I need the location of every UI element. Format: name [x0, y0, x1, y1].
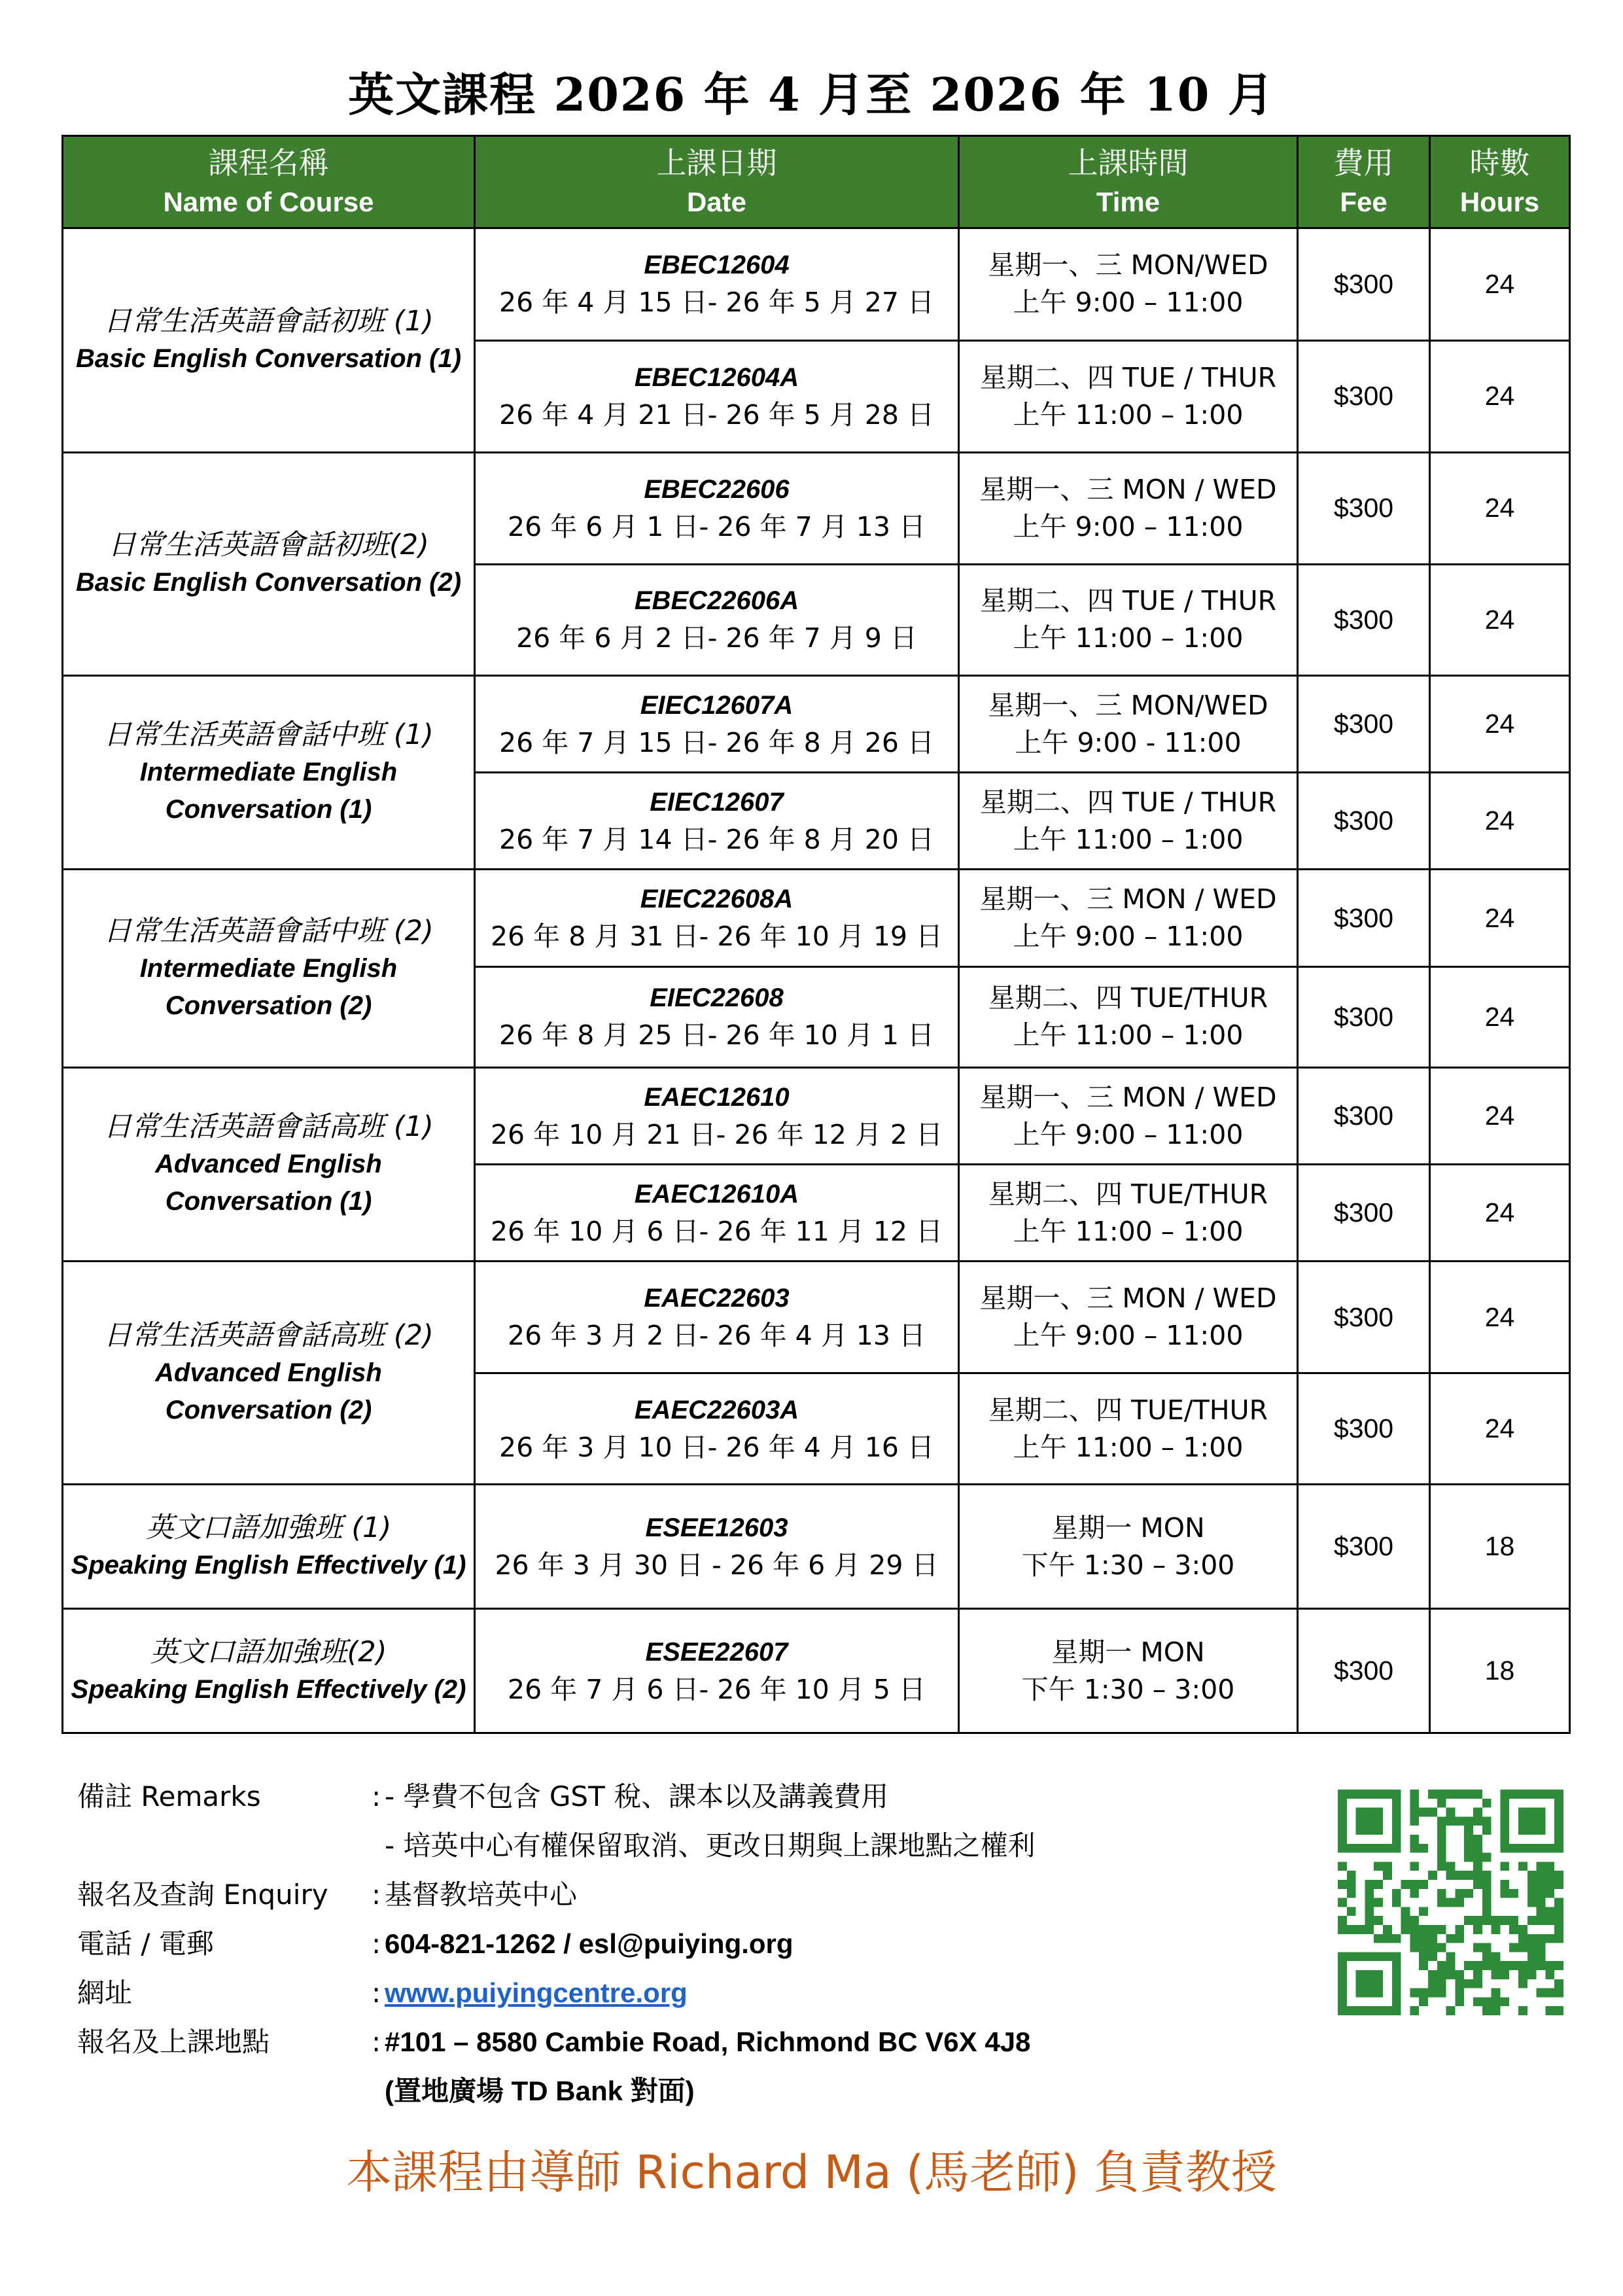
fee-cell: $300: [1298, 1262, 1430, 1373]
class-hours: 上午 11:00 – 1:00: [1013, 1215, 1244, 1247]
date-cell: [475, 1609, 959, 1733]
hours-cell: 24: [1430, 1165, 1570, 1262]
course-date-range: 26 年 8 月 31 日- 26 年 10 月 19 日: [490, 921, 943, 953]
course-date-range: 26 年 3 月 2 日- 26 年 4 月 13 日: [508, 1320, 926, 1352]
class-days: 星期一 MON: [1051, 1636, 1205, 1668]
separator-colon: :: [372, 2026, 381, 2058]
class-hours: 上午 9:00 – 11:00: [1013, 510, 1244, 542]
date-cell: [475, 870, 959, 966]
course-name-cell: [63, 870, 475, 1067]
qr-code-icon[interactable]: [1338, 1790, 1563, 2015]
course-code: ESEE22607: [645, 1637, 788, 1667]
class-hours: 上午 9:00 – 11:00: [1013, 1320, 1244, 1352]
hours-cell: 24: [1430, 453, 1570, 565]
course-date-range: 26 年 6 月 2 日- 26 年 7 月 9 日: [516, 622, 917, 654]
hours-cell: 24: [1430, 773, 1570, 870]
location-label: 報名及上課地點: [77, 2026, 270, 2058]
course-name-cell: [63, 676, 475, 870]
course-name-zh: 日常生活英語會話初班 (1): [103, 305, 434, 338]
course-name-cell: [63, 453, 475, 676]
course-name-cell: [63, 228, 475, 453]
course-name-en: Speaking English Effectively (2): [71, 1674, 466, 1704]
class-days: 星期一、三 MON/WED: [988, 249, 1268, 281]
separator-colon: :: [372, 1977, 381, 2009]
hours-cell: 24: [1430, 676, 1570, 773]
hours-cell: 24: [1430, 870, 1570, 966]
location-value: #101 – 8580 Cambie Road, Richmond BC V6X 4J8: [385, 2026, 1031, 2057]
course-code: EIEC22608A: [640, 885, 794, 914]
course-code: EIEC12607: [650, 787, 784, 817]
fee-cell: $300: [1298, 564, 1430, 676]
date-cell: [475, 966, 959, 1067]
course-code: EAEC12610: [644, 1082, 790, 1112]
class-hours: 上午 11:00 – 1:00: [1013, 1019, 1244, 1051]
phone-email-value: 604-821-1262 / esl@puiying.org: [385, 1928, 794, 1959]
website-link[interactable]: www.puiyingcentre.org: [385, 1977, 688, 2008]
date-cell: [475, 773, 959, 870]
course-name-zh: 英文口語加強班 (1): [145, 1511, 392, 1544]
separator-colon: :: [372, 1780, 381, 1812]
course-code: ESEE12603: [645, 1513, 788, 1542]
separator-colon: :: [372, 1879, 381, 1911]
course-code: EAEC12610A: [634, 1179, 799, 1209]
remarks-label: 備註 Remarks: [77, 1780, 261, 1812]
remark-line-1: - 學費不包含 GST 稅、課本以及講義費用: [385, 1780, 889, 1812]
website-label: 網址: [77, 1977, 133, 2009]
date-cell: [475, 453, 959, 565]
course-name-zh: 日常生活英語會話中班 (1): [103, 718, 434, 752]
fee-cell: $300: [1298, 1067, 1430, 1164]
table-row: [63, 870, 1570, 966]
time-cell: [959, 564, 1298, 676]
date-cell: [475, 340, 959, 453]
page-title: 英文課程 2026 年 4 月至 2026 年 10 月: [348, 67, 1275, 122]
class-hours: 上午 9:00 – 11:00: [1013, 1118, 1244, 1150]
class-days: 星期二、四 TUE/THUR: [988, 1394, 1268, 1426]
time-cell: [959, 228, 1298, 341]
class-days: 星期二、四 TUE / THUR: [979, 585, 1277, 617]
header-time: 上課時間 Time: [959, 136, 1298, 228]
time-cell: [959, 1165, 1298, 1262]
class-hours: 上午 9:00 – 11:00: [1013, 921, 1244, 953]
course-code: EIEC12607A: [640, 690, 794, 720]
time-cell: [959, 453, 1298, 565]
class-days: 星期一、三 MON / WED: [979, 1282, 1277, 1315]
course-date-range: 26 年 7 月 6 日- 26 年 10 月 5 日: [508, 1673, 926, 1705]
time-cell: [959, 773, 1298, 870]
time-cell: [959, 676, 1298, 773]
class-hours: 上午 11:00 – 1:00: [1013, 398, 1244, 431]
class-days: 星期一、三 MON/WED: [988, 689, 1268, 721]
course-name-cell: [63, 1485, 475, 1609]
table-header-row: [63, 136, 1570, 228]
date-cell: [475, 676, 959, 773]
course-table: [61, 135, 1571, 1734]
hours-cell: 24: [1430, 1067, 1570, 1164]
hours-cell: 24: [1430, 228, 1570, 341]
course-date-range: 26 年 4 月 15 日- 26 年 5 月 27 日: [498, 287, 934, 319]
class-hours: 上午 11:00 – 1:00: [1013, 823, 1244, 855]
phone-label: 電話 / 電郵: [77, 1928, 214, 1960]
enquiry-label: 報名及查詢 Enquiry: [77, 1879, 328, 1911]
table-row: [63, 1485, 1570, 1609]
location-note: (置地廣場 TD Bank 對面): [385, 2075, 695, 2106]
date-cell: [475, 1067, 959, 1164]
course-name-zh: 日常生活英語會話高班 (2): [103, 1318, 434, 1352]
class-days: 星期一、三 MON / WED: [979, 1081, 1277, 1113]
course-date-range: 26 年 7 月 14 日- 26 年 8 月 20 日: [498, 823, 934, 855]
hours-cell: 24: [1430, 1373, 1570, 1485]
course-date-range: 26 年 6 月 1 日- 26 年 7 月 13 日: [508, 510, 926, 542]
header-fee: 費用 Fee: [1298, 136, 1430, 228]
table-row: [63, 453, 1570, 565]
hours-cell: 18: [1430, 1485, 1570, 1609]
course-name-en: Basic English Conversation (2): [75, 568, 462, 597]
time-cell: [959, 1609, 1298, 1733]
class-days: 星期二、四 TUE/THUR: [988, 1178, 1268, 1210]
course-code: EBEC12604: [644, 251, 790, 280]
fee-cell: $300: [1298, 1609, 1430, 1733]
class-days: 星期二、四 TUE/THUR: [988, 982, 1268, 1014]
table-row: [63, 1067, 1570, 1164]
course-date-range: 26 年 3 月 10 日- 26 年 4 月 16 日: [498, 1431, 934, 1463]
fee-cell: $300: [1298, 773, 1430, 870]
header-course: 課程名稱 Name of Course: [63, 136, 475, 228]
header-hours: 時數 Hours: [1430, 136, 1570, 228]
course-code: EBEC22606: [644, 474, 790, 504]
time-cell: [959, 340, 1298, 453]
course-name-en: Advanced English Conversation (2): [155, 1358, 382, 1424]
course-code: EIEC22608: [650, 983, 784, 1013]
hours-cell: 24: [1430, 966, 1570, 1067]
fee-cell: $300: [1298, 1165, 1430, 1262]
time-cell: [959, 1067, 1298, 1164]
class-hours: 上午 11:00 – 1:00: [1013, 622, 1244, 654]
class-days: 星期一、三 MON / WED: [979, 473, 1277, 505]
fee-cell: $300: [1298, 228, 1430, 341]
table-row: [63, 676, 1570, 773]
hours-cell: 24: [1430, 564, 1570, 676]
class-hours: 上午 9:00 - 11:00: [1015, 726, 1242, 758]
course-code: EAEC22603A: [634, 1395, 799, 1424]
class-days: 星期一、三 MON / WED: [979, 883, 1277, 915]
hours-cell: 24: [1430, 1262, 1570, 1373]
fee-cell: $300: [1298, 340, 1430, 453]
time-cell: [959, 1485, 1298, 1609]
separator-colon: :: [372, 1928, 381, 1960]
course-name-cell: [63, 1067, 475, 1261]
time-cell: [959, 966, 1298, 1067]
course-name-en: Basic English Conversation (1): [75, 344, 462, 374]
course-name-en: Intermediate English Conversation (2): [139, 953, 398, 1020]
time-cell: [959, 1262, 1298, 1373]
enquiry-value: 基督教培英中心: [385, 1879, 578, 1911]
course-name-zh: 日常生活英語會話中班 (2): [103, 914, 434, 947]
course-date-range: 26 年 7 月 15 日- 26 年 8 月 26 日: [498, 726, 934, 758]
fee-cell: $300: [1298, 1485, 1430, 1609]
course-code: EAEC22603: [644, 1284, 790, 1313]
class-hours: 下午 1:30 – 3:00: [1021, 1673, 1235, 1705]
class-hours: 上午 9:00 – 11:00: [1013, 287, 1244, 319]
date-cell: [475, 564, 959, 676]
hours-cell: 24: [1430, 340, 1570, 453]
course-date-range: 26 年 8 月 25 日- 26 年 10 月 1 日: [498, 1019, 934, 1051]
class-hours: 下午 1:30 – 3:00: [1021, 1549, 1235, 1581]
class-days: 星期二、四 TUE / THUR: [979, 786, 1277, 818]
class-days: 星期一 MON: [1051, 1511, 1205, 1544]
date-cell: [475, 1165, 959, 1262]
class-days: 星期二、四 TUE / THUR: [979, 361, 1277, 393]
time-cell: [959, 1373, 1298, 1485]
table-row: [63, 1609, 1570, 1733]
table-row: [63, 228, 1570, 341]
remark-line-2: - 培英中心有權保留取消、更改日期與上課地點之權利: [385, 1829, 1036, 1862]
course-name-zh: 日常生活英語會話初班(2): [108, 529, 429, 562]
fee-cell: $300: [1298, 676, 1430, 773]
hours-cell: 18: [1430, 1609, 1570, 1733]
header-date: 上課日期 Date: [475, 136, 959, 228]
fee-cell: $300: [1298, 453, 1430, 565]
date-cell: [475, 1262, 959, 1373]
fee-cell: $300: [1298, 870, 1430, 966]
course-name-zh: 英文口語加強班(2): [150, 1635, 387, 1669]
fee-cell: $300: [1298, 966, 1430, 1067]
course-name-en: Advanced English Conversation (1): [155, 1150, 382, 1216]
instructor-note: 本課程由導師 Richard Ma (馬老師) 負責教授: [346, 2146, 1277, 2199]
table-row: [63, 1262, 1570, 1373]
date-cell: [475, 1373, 959, 1485]
course-name-en: Speaking English Effectively (1): [71, 1550, 466, 1580]
course-date-range: 26 年 10 月 6 日- 26 年 11 月 12 日: [490, 1215, 943, 1247]
course-name-en: Intermediate English Conversation (1): [139, 758, 398, 824]
course-date-range: 26 年 4 月 21 日- 26 年 5 月 28 日: [498, 398, 934, 431]
class-hours: 上午 11:00 – 1:00: [1013, 1431, 1244, 1463]
course-name-cell: [63, 1262, 475, 1485]
course-code: EBEC12604A: [634, 362, 799, 392]
date-cell: [475, 228, 959, 341]
course-name-cell: [63, 1609, 475, 1733]
date-cell: [475, 1485, 959, 1609]
course-date-range: 26 年 3 月 30 日 - 26 年 6 月 29 日: [495, 1549, 939, 1581]
course-date-range: 26 年 10 月 21 日- 26 年 12 月 2 日: [490, 1118, 943, 1150]
course-name-zh: 日常生活英語會話高班 (1): [103, 1110, 434, 1144]
course-code: EBEC22606A: [634, 586, 799, 616]
fee-cell: $300: [1298, 1373, 1430, 1485]
time-cell: [959, 870, 1298, 966]
